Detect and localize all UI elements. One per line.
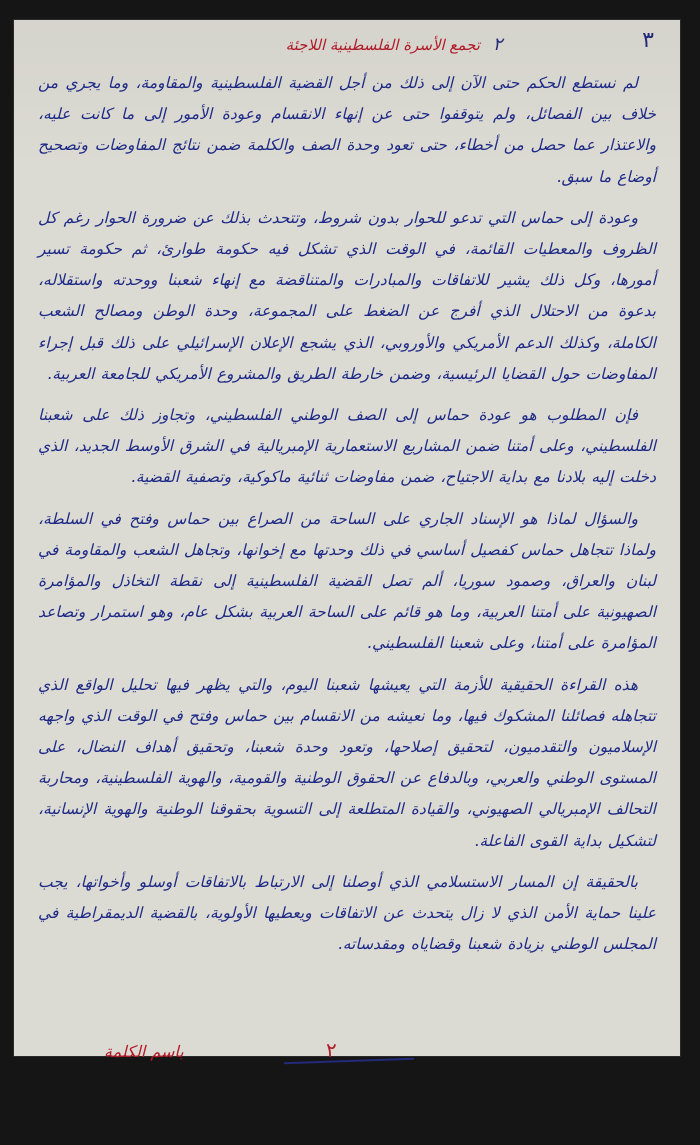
paragraph: فإن المطلوب هو عودة حماس إلى الصف الوطني الفلسطيني، وتجاوز ذلك على شعبنا الفلسطيني، وعلى أمتنا ضمن المشاريع الاستعمارية الإمبريالية في الشرق الأوسط الجديد، الذي دخلت إليه بلادنا مع بداية الاجتياح، ضمن مفاوضات ثنائية ماكوكية، وتصفية القضية. <box>38 406 656 487</box>
letter-footer <box>74 1038 474 1068</box>
paragraph: والسؤال لماذا هو الإسناد الجاري على الساحة من الصراع بين حماس وفتح في السلطة، ولماذا تتجاهل حماس كفصيل أساسي في ذلك وحدتها مع إخوانها، وتجاهل الشعب والمقاومة في لبنان والعراق، وصمود سوريا، ألم تصل القضية الفلسطينية إلى نقطة التخاذل والمؤامرة الصهيونية على أمتنا العربية، وما هو قائم على الساحة العربية بشكل عام، وهو استمرار وتصاعد المؤامرة على أمتنا، وعلى شعبنا الفلسطيني. <box>38 509 656 653</box>
signature: باسم الكلمة <box>104 1042 184 1061</box>
header-number: ٢ <box>492 34 503 55</box>
underline-stroke <box>284 1058 414 1065</box>
paragraph: بالحقيقة إن المسار الاستسلامي الذي أوصلنا إلى الارتباط بالاتفاقات أوسلو وأخواتها، يجب علينا حماية الأمن الذي لا زال يتحدث عن الاتفاقات ويعطيها الأولوية، بالقضية الديمقراطية في المجلس الوطني بزيادة شعبنا وقضاياه ومقدساته. <box>38 872 656 954</box>
paragraph: لم نستطع الحكم حتى الآن إلى ذلك من أجل القضية الفلسطينية والمقاومة، وما يجري من خلاف بين الفصائل، ولم يتوقفوا حتى عن إنهاء الانقسام وعودة الأمور إلى ما كانت عليه، والاعتذار عما حصل من أخطاء، حتى تعود وحدة الصف والكلمة ضمن نتائج المفاوضات وتصحيح أوضاع ما سبق. <box>38 74 656 186</box>
handwritten-body <box>38 68 656 970</box>
header-title: تجمع الأسرة الفلسطينية اللاجئة <box>285 36 480 54</box>
footer-number: ٢ <box>326 1038 337 1062</box>
letter-sheet <box>14 20 680 1062</box>
paragraph: وعودة إلى حماس التي تدعو للحوار بدون شروط، وتتحدث بذلك عن ضرورة الحوار رغم كل الظروف والمعطيات القائمة، في الوقت الذي تشكل فيه حكومة طوارئ، ثم حكومة تسير أمورها، وكل ذلك يشير للاتفاقات والمبادرات والمتناقضة مع إنهاء شعبنا ووحدته واستقلاله، بدعوة من الاحتلال الذي أفرج عن الضغط على المجموعة، وحدة الوطن ومصالح الشعب الكاملة، وكذلك الدعم الأمريكي والأوروبي، الذي يشجع الإعلان الإسرائيلي على ذلك قبل إجراء المفاوضات حول القضايا الرئيسية، وضمن خارطة الطريق والمشروع الأمريكي للجامعة العربية. <box>38 208 656 383</box>
page-number: ٣ <box>642 28 654 53</box>
letter-header <box>164 34 624 55</box>
paragraph: هذه القراءة الحقيقية للأزمة التي يعيشها شعبنا اليوم، والتي يظهر فيها تحليل الواقع الذي تتجاهله فصائلنا المشكوك فيها، وما نعيشه من الانقسام بين حماس وفتح في الوقت الذي واجهه الإسلاميون والتقدميون، لتحقيق إصلاحها، وتعود وحدة شعبنا، وتحقيق أهداف النضال، على المستوى الوطني والعربي، وبالدفاع عن الحقوق الوطنية والقومية، والهوية الفلسطينية، ومحاربة التحالف الإمبريالي الصهيوني، والقيادة المتطلعة إلى التسوية بحقوقنا الوطنية والهوية الإنسانية، لتشكيل بداية القوى الفاعلة. <box>38 675 656 850</box>
